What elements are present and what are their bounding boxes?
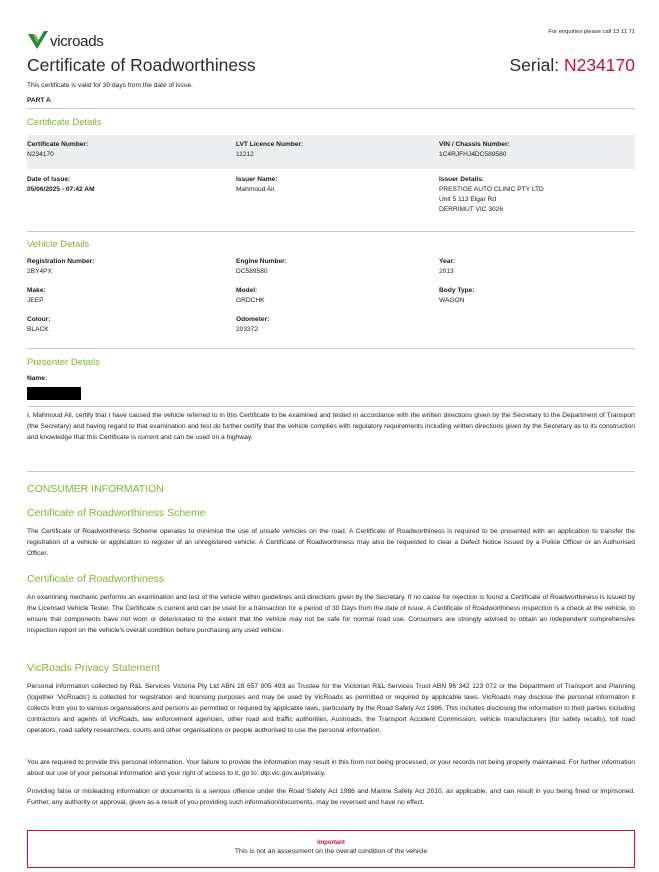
body-type-value: WAGON [439, 296, 465, 304]
scheme-text: The Certificate of Roadworthiness Scheme operates to minimise the use of unsafe vehicles on the road. A Certificate of Roadworthiness is required to be presented with an application to transfer the registration of a vehicle or application to register of an unregistered vehicle. A Certificate of Roadworthiness may also be requested to clear a Defect Notice Issued by a Police Officer or an Authorised Officer. [27, 528, 635, 558]
issuer-details-label: Issuer Details: [439, 176, 485, 183]
issuer-details-line: Unit 5 113 Elgar Rd [439, 195, 497, 203]
make-label: Make: [27, 287, 46, 294]
divider [27, 231, 635, 232]
logo-text: vicroads [50, 33, 104, 50]
privacy-heading: VicRoads Privacy Statement [27, 662, 160, 674]
lvt-licence-field [236, 141, 303, 160]
certificate-details-band [27, 135, 635, 169]
registration-label: Registration Number: [27, 258, 95, 265]
engine-label: Engine Number: [236, 258, 287, 265]
divider [27, 108, 635, 109]
date-of-issue-value: 05/06/2025 - 07:42 AM [27, 185, 95, 193]
issuer-details-field [439, 176, 544, 215]
redacted-name [27, 387, 81, 400]
vicroads-tick-icon [27, 30, 49, 50]
registration-value: 2BY4PX [27, 267, 52, 275]
important-notice [27, 830, 635, 868]
serial-label: Serial: [509, 55, 560, 75]
engine-value: DC589580 [236, 267, 268, 275]
privacy-text-1: Personal information collected by R&L Services Victoria Pty Ltd ABN 28 657 005 493 as Trustee for the Victorian R&L Services Trust ABN 96 342 123 072 or the Department of Transport and Planning (together 'VicRoads') is collected for registration and licensing purposes and may be used by VicRoads as permitted or required by applicable laws. VicRoads may disclose the personal information it collects from you to various organisations and persons as permitted or required by applicable laws, particularly by the Road Safety Act 1986. This includes disclosing the information to third parties including contractors and agents of VicRoads, law enforcement agencies, other road and traffic authorities, Austroads, the Transport Accident Commission, vehicle manufacturers (for safety recalls), toll road operators, road safety researchers, courts and other organisations or people authorised to use the personal information. [27, 683, 635, 735]
privacy-text-2: You are required to provide this personal information. Your failure to provide the information may result in this form not being processed, or your records not being properly maintained. For further information about our use of your personal information and your right of access to it, go to: dtp.vic.gov.au/privacy. [27, 759, 635, 778]
vehicle-details-heading: Vehicle Details [27, 239, 90, 250]
serial [509, 55, 635, 76]
serial-number: N234170 [563, 55, 635, 75]
presenter-name-field [27, 375, 47, 384]
certificate-details-heading: Certificate Details [27, 117, 102, 128]
registration-field [27, 258, 94, 277]
certificate-text: An examining mechanic performs an examination and test of the vehicle within guidelines and directions given by the Secretary. If no cause for rejection is found a Certificate of Roadworthiness is issued by the Licensed Vehicle Tester. The Certificate is current and can be used for a transaction for a period of 30 Days from the date of issue. A Certificate of Roadworthiness inspection is a check at the vehicle, to ensure that components have not worn or deteriorated to the extent that the vehicle may not be safe for normal road use. Consumers are strongly advised to obtain an independent comprehensive inspection report on the vehicle's overall condition before purchasing any used vehicle. [27, 594, 635, 635]
odometer-label: Odometer: [236, 316, 270, 323]
year-label: Year: [439, 258, 456, 265]
important-label: Important [317, 840, 345, 846]
year-value: 2013 [439, 267, 454, 275]
privacy-text-3: Providing false or misleading information or documents is a serious offence under the Road Safety Act 1986 and Marine Safety Act 2010, as applicable, and can result in you being fined or imprisoned. Further, any authority or approval, given as a result of you providing such information/documents, may be reversed and have no effect. [27, 788, 635, 807]
certificate-number-value: N234170 [27, 150, 54, 158]
lvt-licence-value: 11212 [236, 150, 254, 158]
issuer-name-value: Mahmoud Ali [236, 185, 275, 193]
colour-field [27, 316, 50, 335]
validity-note: This certificate is valid for 30 days from the date of issue. [27, 82, 194, 89]
make-value: JEEP [27, 296, 44, 304]
vin-value: 1C4RJFHJ4DC589580 [439, 150, 507, 158]
engine-field [236, 258, 287, 277]
issuer-name-label: Issuer Name: [236, 176, 278, 183]
lvt-licence-label: LVT Licence Number: [236, 141, 304, 148]
body-type-label: Body Type: [439, 287, 475, 294]
model-label: Model: [236, 287, 258, 294]
vin-label: VIN / Chassis Number: [439, 141, 510, 148]
page-title: Certificate of Roadworthiness [27, 55, 256, 75]
divider [27, 406, 635, 407]
certificate-number-field [27, 141, 88, 160]
certificate-heading: Certificate of Roadworthiness [27, 573, 165, 585]
vicroads-logo [27, 28, 103, 50]
certification-statement: I, Mahmoud Ali, certify that I have caused the vehicle referred to in this Certificate to be examined and tested in accordance with the written directions given by the Secretary to the Department of Transport (the Secretary) and having regard to that examination and test do further certify that the vehicle complies with regulatory requirements including written directions given by the Secretary as to its construction and knowledge that this Certificate is current and can be used on a highway. [27, 412, 635, 442]
part-label: PART A [27, 97, 51, 104]
divider [27, 471, 635, 472]
issuer-name-field [236, 176, 277, 195]
odometer-field [236, 316, 269, 335]
issuer-details-line: PRESTIGE AUTO CLINIC PTY LTD [439, 185, 544, 193]
presenter-name-label: Name: [27, 375, 48, 382]
colour-label: Colour: [27, 316, 51, 323]
date-of-issue-label: Date of Issue: [27, 176, 71, 183]
certificate-number-label: Certificate Number: [27, 141, 89, 148]
enquiries-text: For enquiries please call 13 11 71 [548, 29, 635, 35]
consumer-information-heading: CONSUMER INFORMATION [27, 483, 164, 495]
important-message: This is not an assessment on the overall condition of the vehicle [234, 848, 428, 855]
presenter-details-heading: Presenter Details [27, 357, 100, 368]
body-type-field [439, 287, 474, 306]
scheme-heading: Certificate of Roadworthiness Scheme [27, 507, 206, 519]
colour-value: BLACK [27, 325, 49, 333]
date-of-issue-field [27, 176, 95, 195]
odometer-value: 203372 [236, 325, 259, 333]
year-field [439, 258, 455, 277]
make-field [27, 287, 46, 306]
vin-field [439, 141, 510, 160]
issuer-details-line: DERRIMUT VIC 3026 [439, 205, 504, 213]
model-field [236, 287, 265, 306]
model-value: GRDCHK [236, 296, 265, 304]
divider [27, 348, 635, 349]
